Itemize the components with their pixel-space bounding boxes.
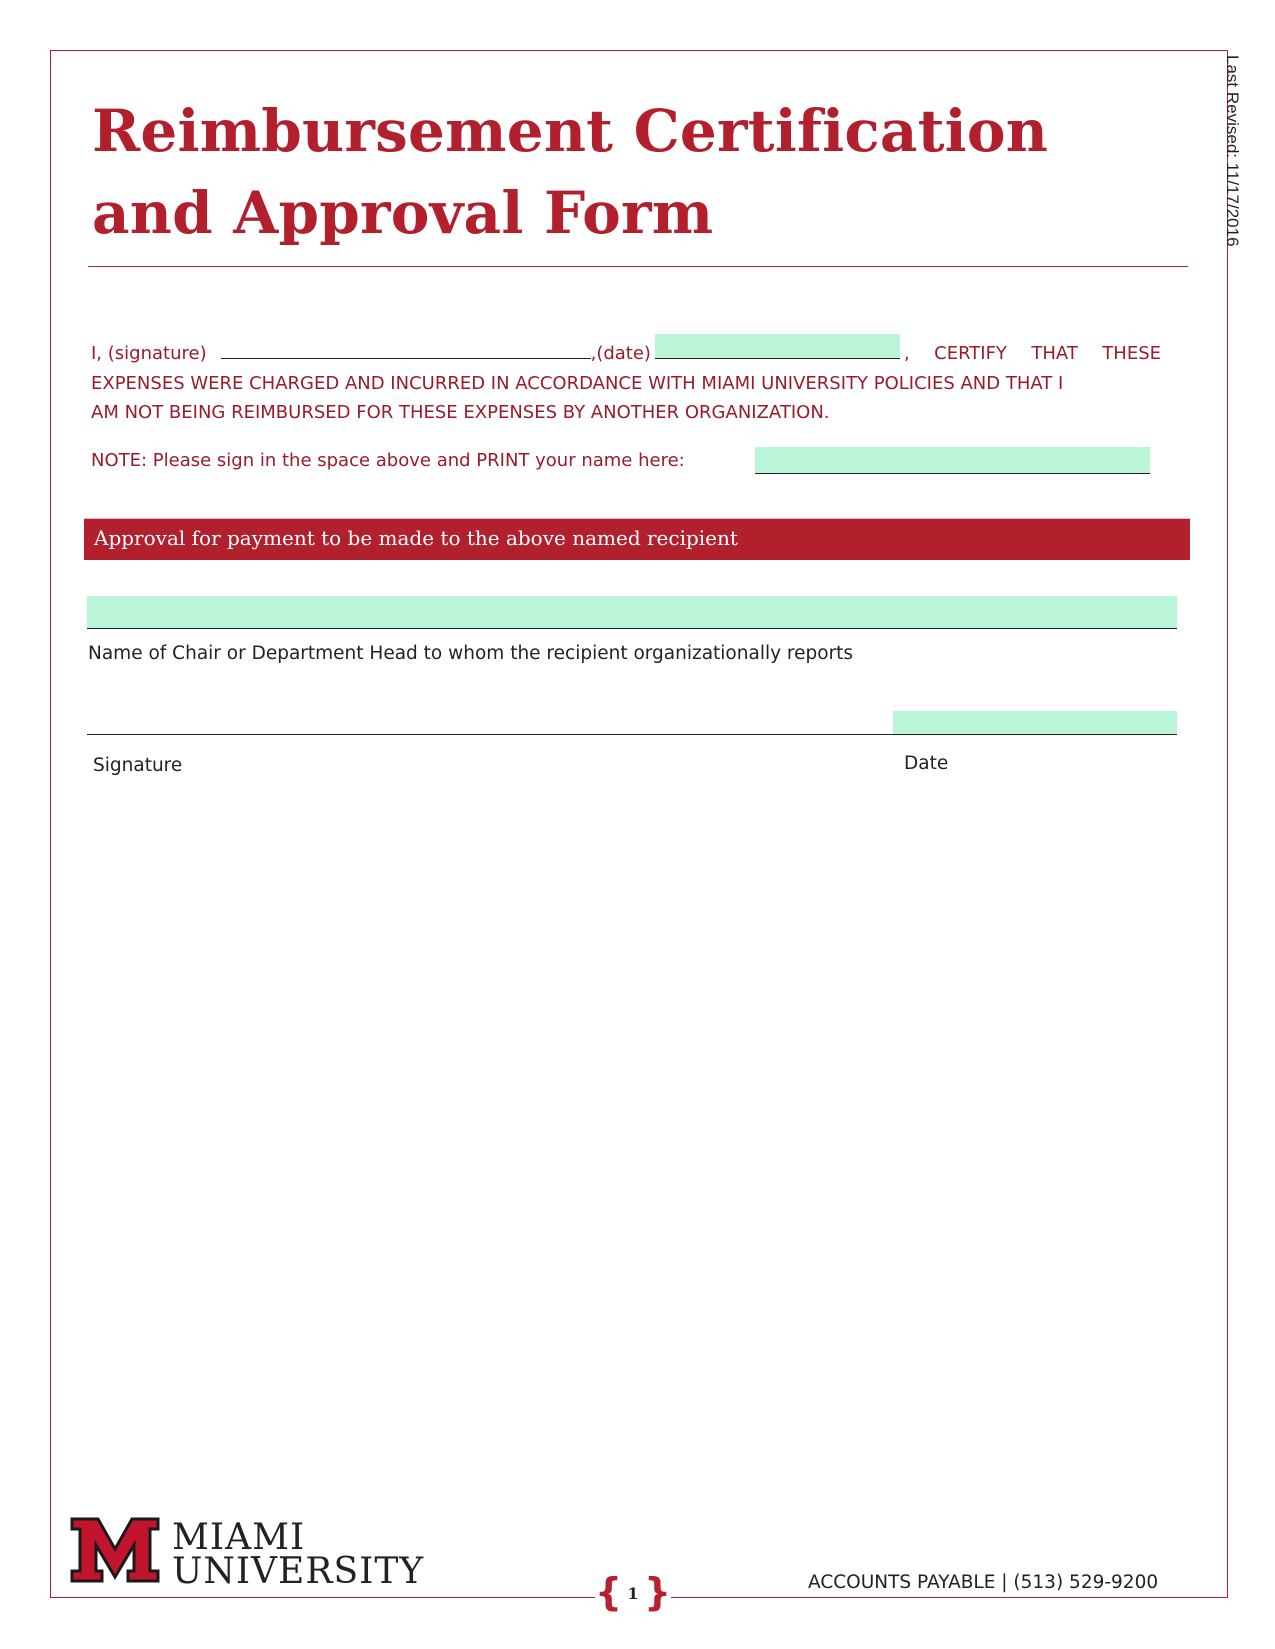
certification-statement bbox=[91, 334, 1161, 428]
print-name-field[interactable] bbox=[755, 447, 1150, 474]
page-number-text: 1 bbox=[627, 1584, 639, 1603]
certification-line-2: EXPENSES WERE CHARGED AND INCURRED IN ACCORDANCE WITH MIAMI UNIVERSITY POLICIES AND THAT I bbox=[91, 372, 1064, 394]
approval-date-label: Date bbox=[904, 753, 949, 774]
form-title: Reimbursement Certification and Approval Form bbox=[92, 97, 1049, 247]
approver-signature-line bbox=[87, 734, 1177, 735]
certify-date-field[interactable] bbox=[655, 334, 900, 359]
signature-blank bbox=[221, 340, 591, 359]
last-revised-text: Last Revised: 11/17/2016 bbox=[1223, 55, 1242, 247]
date-label: ,(date) bbox=[590, 343, 651, 364]
certify-text: , CERTIFY THAT THESE bbox=[903, 343, 1161, 364]
certification-line-3: AM NOT BEING REIMBURSED FOR THESE EXPENSES BY ANOTHER ORGANIZATION. bbox=[91, 402, 830, 423]
approval-section-header bbox=[84, 518, 1190, 560]
page-number bbox=[595, 1570, 671, 1615]
logo-word-miami: MIAMI bbox=[172, 1517, 306, 1558]
approval-header-text: Approval for payment to be made to the above named recipient bbox=[94, 526, 738, 550]
left-brace: { bbox=[595, 1570, 623, 1614]
footer-contact: ACCOUNTS PAYABLE | (513) 529-9200 bbox=[808, 1572, 1159, 1593]
print-name-note: NOTE: Please sign in the space above and PRINT your name here: bbox=[91, 450, 685, 471]
logo-word-university: UNIVERSITY bbox=[172, 1551, 425, 1592]
page-border bbox=[50, 50, 1228, 1598]
miami-m-icon bbox=[70, 1515, 160, 1585]
miami-university-logo bbox=[70, 1515, 425, 1592]
last-revised-note bbox=[1214, 55, 1250, 255]
signature-prefix: I, (signature) bbox=[91, 343, 207, 364]
certification-line-1 bbox=[91, 334, 1161, 369]
title-divider bbox=[88, 266, 1188, 267]
header-rule bbox=[84, 518, 1190, 519]
signature-label: Signature bbox=[93, 755, 183, 776]
chair-name-field[interactable] bbox=[87, 596, 1177, 629]
approval-date-field[interactable] bbox=[893, 711, 1177, 734]
chair-name-label: Name of Chair or Department Head to whom the recipient organizationally reports bbox=[88, 643, 854, 664]
right-brace: } bbox=[643, 1570, 671, 1614]
